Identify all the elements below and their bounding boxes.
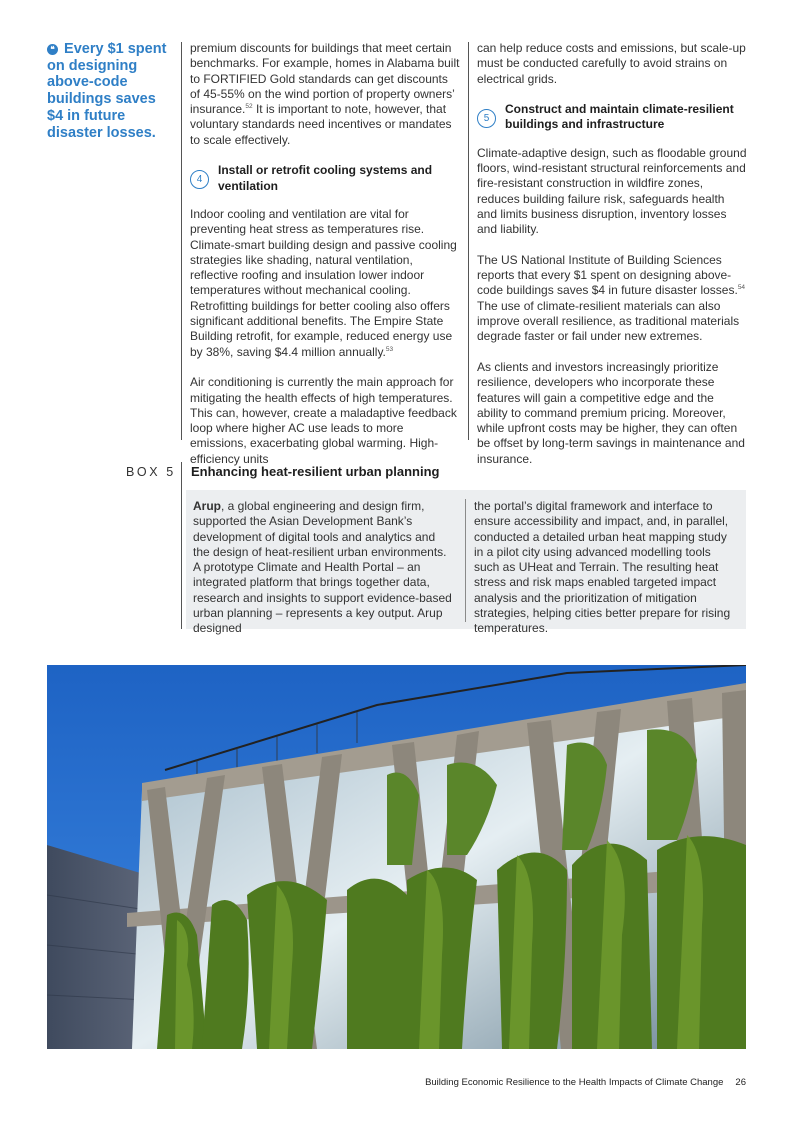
box-label: BOX 5	[126, 465, 176, 479]
box-column-2: the portal’s digital framework and interface to ensure accessibility and impact, and, in parallel, conducted a detailed urban heat mapping study in a pilot city using advanced modelling tools such as UHeat and Terrain. The resulting heat stress and risk maps enabled targeted impact analysis and the prioritization of mitigation strategies, helping cities better prepare for rising temperatures.	[474, 499, 731, 636]
footnote-ref[interactable]: 53	[385, 345, 394, 353]
box-title: Enhancing heat-resilient urban planning	[191, 464, 440, 479]
text-column-2	[477, 41, 747, 467]
footer-title: Building Economic Resilience to the Health Impacts of Climate Change	[425, 1077, 724, 1088]
section-heading-5	[477, 102, 747, 133]
footnote-ref[interactable]: 52	[245, 103, 253, 111]
box-column-divider	[465, 499, 466, 622]
box-divider	[181, 462, 182, 629]
paragraph: premium discounts for buildings that meet certain benchmarks. For example, homes in Alabama built to FORTIFIED Gold standards can get discounts of 45-55% on the wind portion of property owners’ insurance.$^{52}$ It is important to note, however, that voluntary standards need incentives or mandates to scale effectively.	[190, 41, 460, 147]
paragraph: As clients and investors increasingly prioritize resilience, developers who incorporate these features will gain a competitive edge and the ability to command premium pricing. Moreover, while upfront costs may be higher, they can often be offset by long-term savings in maintenance and insurance.	[477, 359, 745, 466]
page-number: 26	[735, 1077, 746, 1088]
paragraph: Indoor cooling and ventilation are vital for preventing heat stress as temperatures rise. Climate-smart building design and passive cooling strategies like shading, natural ventilation, reflective roofing and insulation lower indoor temperatures without mechanical cooling. Retrofitting buildings for better cooling also offers significant additional benefits. The Empire State Building retrofit, for example, reduced energy use by 38%, saving $4.4 million annually.$^{53}$	[190, 206, 457, 359]
pull-quote-text: Every $1 spent on designing above-code buildings saves $4 in future disaster losses.	[47, 41, 167, 141]
paragraph: Air conditioning is currently the main approach for mitigating the health effects of high temperatures. This can, however, create a maladaptive feedback loop where higher AC use leads to more emissions, exacerbating global warming. High-efficiency units	[190, 375, 457, 466]
paragraph: The US National Institute of Building Sciences reports that every $1 spent on designing above-code buildings saves $4 in future disaster losses.$^{54}$ The use of climate-resilient materials can also improve overall resilience, as traditional materials degrade faster or fail under new extremes.	[477, 252, 746, 344]
column-divider	[181, 42, 182, 440]
text-column-1	[190, 41, 460, 467]
column-divider	[468, 42, 469, 440]
box-column-1: Arup, a global engineering and design firm, supported the Asian Development Bank’s development of digital tools and analytics and the design of heat-resilient urban environments. A prototype Climate and Health Portal – an integrated platform that brings together data, research and insights to support evidence-based urban planning – represents a key output. Arup designed	[193, 499, 452, 636]
section-title: Install or retrofit cooling systems and ventilation	[218, 163, 433, 193]
footnote-ref[interactable]: 54	[737, 284, 746, 292]
paragraph: can help reduce costs and emissions, but scale-up must be conducted carefully to avoid strains on electrical grids.	[477, 41, 746, 86]
section-number-badge: 4	[190, 170, 209, 189]
page-footer	[425, 1077, 746, 1088]
pull-quote	[47, 41, 172, 141]
section-heading-4	[190, 163, 460, 194]
company-name: Arup	[193, 499, 221, 513]
section-title: Construct and maintain climate-resilient buildings and infrastructure	[505, 102, 734, 132]
section-number-badge: 5	[477, 109, 496, 128]
quote-icon: ❝	[47, 44, 58, 55]
building-green-wall-photo	[47, 665, 746, 1049]
paragraph: Climate-adaptive design, such as floodable ground floors, wind-resistant structural reinforcements and fire-resistant construction in wildfire zones, reduces building failure risk, safeguards health and limits business disruption, inventory losses and liability.	[477, 145, 747, 237]
